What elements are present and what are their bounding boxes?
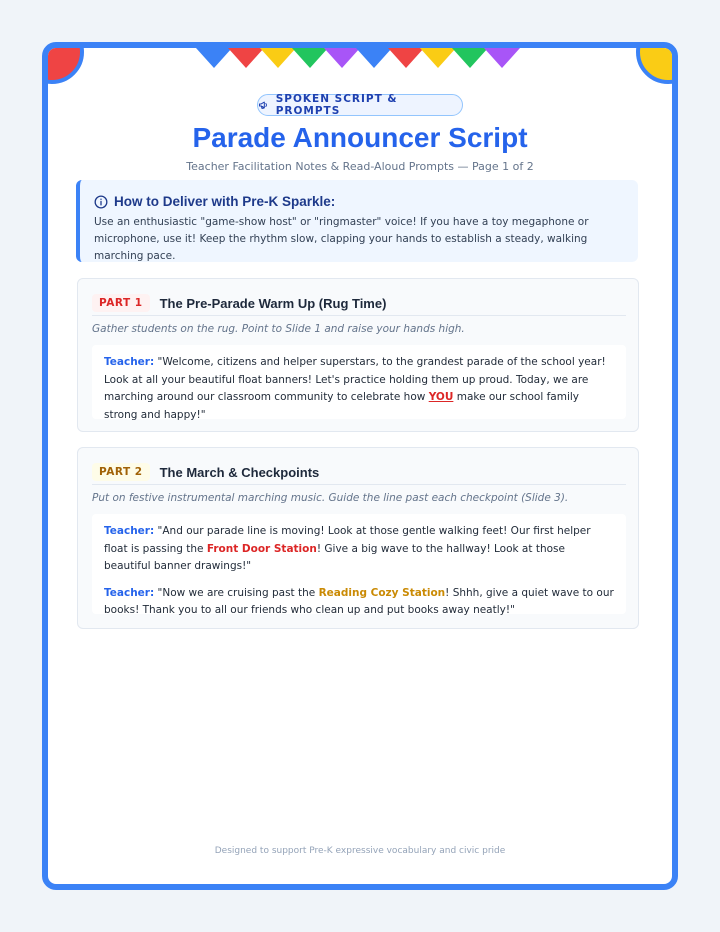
page-footer: Designed to support Pre-K expressive vocabulary and civic pride: [214, 846, 506, 856]
bunting-flag: [196, 48, 232, 68]
page-title: Parade Announcer Script: [192, 122, 528, 153]
part-label: PART 1: [92, 294, 150, 312]
script-text: ! Give a big wave to the hallway! Look at those beautiful banner drawings!": [104, 542, 565, 572]
part-card: [77, 278, 639, 432]
part-header: [92, 460, 626, 485]
speaker-label: Teacher:: [104, 356, 155, 368]
bunting-flag: [388, 48, 424, 68]
script-text: "Now we are cruising past the: [154, 586, 319, 599]
corner-decoration-red: [42, 42, 84, 84]
stage-direction: Gather students on the rug. Point to Slide 1 and raise your hands high.: [92, 323, 465, 335]
speaker-label: Teacher:: [104, 525, 155, 537]
bunting-flag: [356, 48, 392, 68]
stage-direction: Put on festive instrumental marching music. Guide the line past each checkpoint (Slide 3).: [92, 492, 569, 504]
script-box: [92, 345, 626, 419]
script-text: "And our parade line is moving! Look at those gentle walking feet! Our first helper float is passing the: [104, 525, 591, 555]
script-badge: [257, 94, 463, 116]
badge-label: SPOKEN SCRIPT & PROMPTS: [275, 93, 398, 117]
part-title: The March & Checkpoints: [159, 464, 320, 480]
page-subtitle: Teacher Facilitation Notes & Read-Aloud Prompts — Page 1 of 2: [186, 160, 534, 173]
bunting-flag: [228, 48, 264, 68]
script-text: ! Shhh, give a quiet wave to our books! Thank you to all our friends who clean up and put books away neatly!": [104, 586, 614, 616]
script-line: [104, 523, 614, 576]
speaker-label: Teacher:: [104, 586, 155, 599]
info-icon: [94, 195, 108, 209]
delivery-tips-text: Use an enthusiastic "game-show host" or "ringmaster" voice! If you have a toy megaphone or microphone, use it! Keep the rhythm slow, clapping your hands to establish a steady, walking marching pace.: [94, 216, 589, 262]
station-name: Reading Cozy Station: [318, 586, 446, 599]
script-line: [104, 585, 614, 620]
part-card: [77, 447, 639, 629]
station-name: Front Door Station: [206, 542, 317, 555]
bunting-flag: [420, 48, 456, 68]
delivery-tips-heading: [94, 194, 335, 209]
corner-decoration-yellow: [636, 42, 678, 84]
delivery-tips-title: How to Deliver with Pre-K Sparkle:: [114, 194, 336, 209]
bunting-flag: [292, 48, 328, 68]
bunting-flag: [452, 48, 488, 68]
script-page: [42, 42, 678, 890]
bunting-flag: [324, 48, 360, 68]
bunting-flag: [484, 48, 520, 68]
bunting-flag: [260, 48, 296, 68]
script-text: "Welcome, citizens and helper superstars, to the grandest parade of the school year! Look at all your beautiful float banners! Let's practice holding them up proud. Today, we are marching around our classroom community to celebrate how: [104, 356, 606, 403]
part-title: The Pre-Parade Warm Up (Rug Time): [159, 295, 387, 311]
script-line: [104, 354, 614, 424]
megaphone-icon: [258, 99, 270, 111]
script-text: make our school family strong and happy!": [104, 391, 580, 421]
emphasis-word: YOU: [428, 391, 454, 403]
script-box: [92, 514, 626, 614]
part-header: [92, 291, 626, 316]
part-label: PART 2: [92, 463, 150, 481]
delivery-tips-box: [76, 180, 638, 262]
